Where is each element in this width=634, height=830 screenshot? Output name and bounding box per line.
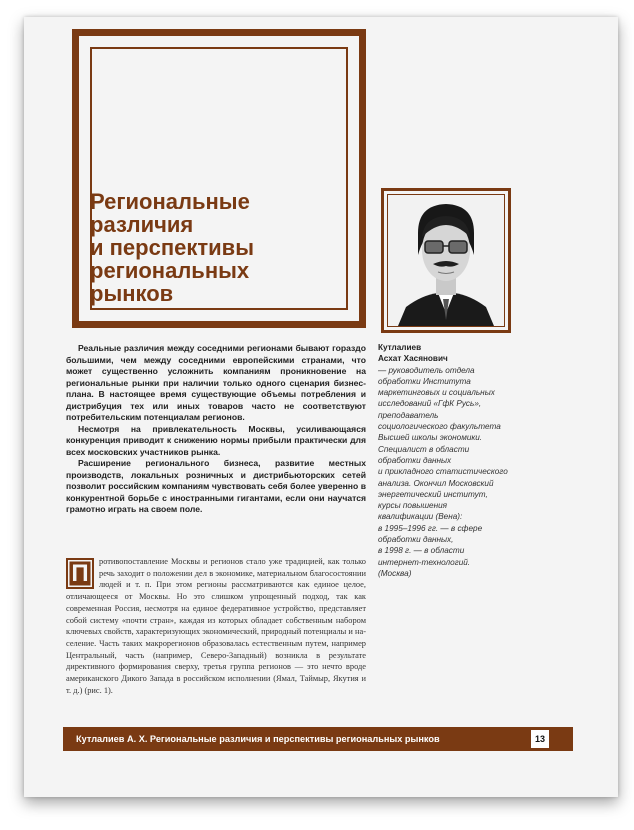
lead-paragraph: Несмотря на привлекательность Москвы, усиливающаяся конкуренция приводит к снижению нормы прибыли практически для всех московских участников рынка.: [66, 423, 366, 457]
author-given-names: Асхат Хасянович: [378, 354, 448, 364]
author-surname: Кутлалиев: [378, 343, 422, 352]
title-line: Региональные: [90, 189, 250, 214]
bio-line: — руководитель отдела: [378, 365, 475, 375]
bio-line: курсы повышения: [378, 501, 448, 511]
lead-text: [66, 343, 366, 516]
author-photo-frame: [381, 188, 511, 333]
title-line: рынков: [90, 281, 174, 306]
bio-line: (Москва): [378, 568, 412, 578]
title-line: и перспективы: [90, 235, 254, 260]
bio-line: социологического факультета: [378, 422, 501, 432]
body-paragraph: ротивопоставление Москвы и регионов стало уже традицией, как только речь заходит о положении дел в экономике, материальном благосостоянии людей и т. п. При этом регионы рассматриваются как единое целое, отличающееся от Москвы. Но это слишком упрощенный подход, так как современная Россия, несмотря на единое федеративное устройство, представляет собой систему «почти стран», каждая из которых обладает собственным набором ключевых свойств, характеризующих экономический, природный потенциалы и население. Часть таких макрорегионов образовалась естественным путем, например Центральный, часть (например, Северо-Западный) возникла в результате директивного формирования сверху, третья группа регионов — это нечто вроде американского Дикого Запада в российском исполнении (Ямал, Таймыр, Якутия и т. д.) (рис. 1).: [66, 557, 366, 695]
bio-line: обработки данных,: [378, 535, 454, 545]
bio-line: обработки данных: [378, 455, 452, 465]
drop-cap: П: [66, 558, 94, 589]
bio-line: в 1995–1996 гг. — в сфере: [378, 523, 483, 533]
author-bio: [378, 365, 528, 580]
page-number: 13: [529, 728, 551, 750]
bio-line: анализа. Окончил Московский: [378, 478, 494, 488]
footer-running-title: Кутлалиев А. Х. Региональные различия и перспективы региональных рынков: [76, 734, 440, 744]
bio-line: энергетический институт,: [378, 489, 488, 499]
lead-paragraph: Реальные различия между соседними регионами бывают гораздо большими, чем между соседними европейскими странами, что может существенно усложнить компаниям проникновение на региональные рынки при наличии только одного сценария бизнес-плана. В настоящее время существующие объемы потребления и дистрибуция тех или иных товаров часто не соответствуют потребительским потенциалам регионов.: [66, 343, 366, 422]
bio-line: Высшей школы экономики.: [378, 433, 483, 443]
bio-line: Специалист в области: [378, 444, 470, 454]
bio-line: в 1998 г. — в области: [378, 546, 465, 556]
author-portrait-image: [388, 195, 504, 326]
bio-line: интернет-технологий.: [378, 557, 471, 567]
bio-line: обработки Института: [378, 376, 471, 386]
author-photo: [387, 194, 505, 327]
bio-line: и прикладного статистического: [378, 467, 508, 477]
author-info: [378, 342, 528, 579]
bio-line: квалификации (Вена):: [378, 512, 463, 522]
lead-paragraph: Расширение регионального бизнеса, развитие местных производств, локальных розничных и дистрибьюторских сетей позволит российским компаниям чувствовать себя более уверенно в конкурентной борьбе с иностранными гигантами, если они научатся грамотно играть на своем поле.: [66, 458, 366, 514]
bio-line: исследований «ГфК Русь»,: [378, 399, 482, 409]
bio-line: преподаватель: [378, 410, 439, 420]
article-title: [90, 190, 330, 305]
title-line: региональных: [90, 258, 250, 283]
bio-line: маркетинговых и социальных: [378, 388, 495, 398]
article-body: [66, 556, 366, 696]
title-line: различия: [90, 212, 194, 237]
